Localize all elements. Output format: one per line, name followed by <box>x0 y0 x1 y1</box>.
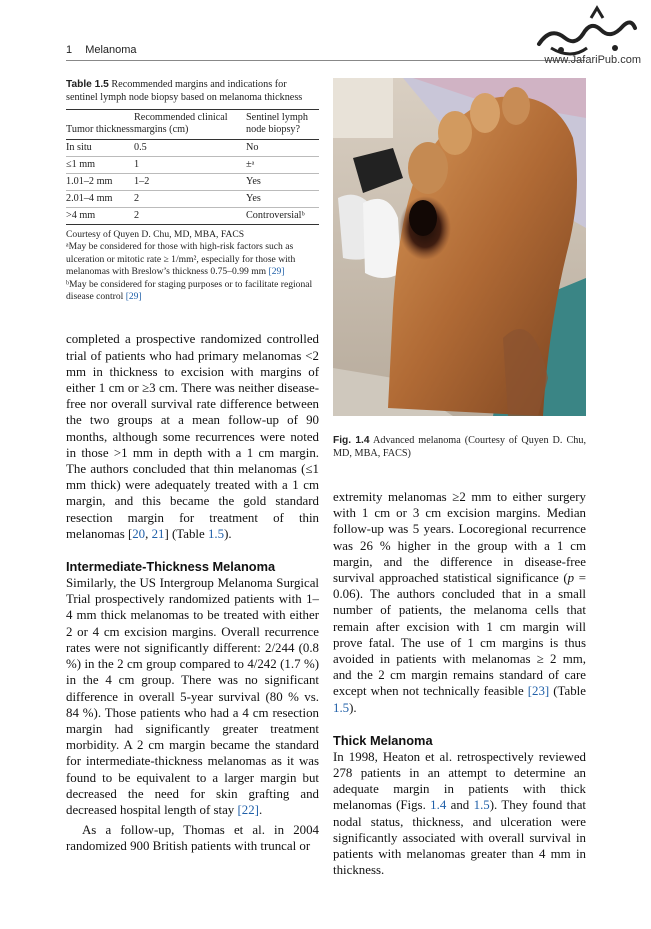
table-cell: >4 mm <box>66 208 134 225</box>
table-row <box>66 208 319 225</box>
table-cell: In situ <box>66 140 134 157</box>
table-cell: 1–2 <box>134 174 246 191</box>
paragraph: extremity melanomas ≥2 mm to either surgery with 1 cm or 3 cm excision margins. Median follow-up was 5 years. Locoregional recurrence was 26 % higher in the group with a 1 cm margin, and the difference in disease-free survival approached statistical significance (p = 0.06). The authors concluded that in a small number of patients, the melanoma cells that remain after excision with 1 cm margin will prove fatal. The use of 1 cm margins is thus avoided in patients with melanomas ≥ 2 mm, and the 2 cm margin remains standard of care except when not technically feasible [23] (Table 1.5). <box>333 490 586 715</box>
table-cell: 0.5 <box>134 140 246 157</box>
figure-caption-text: Advanced melanoma (Courtesy of Quyen D. Chu, MD, MBA, FACS) <box>333 435 586 459</box>
page-number: 1 <box>66 44 73 56</box>
table-cell: Yes <box>246 191 319 208</box>
table-cell: Yes <box>246 174 319 191</box>
table-courtesy: Courtesy of Quyen D. Chu, MD, MBA, FACS <box>66 229 245 240</box>
table-row <box>66 191 319 208</box>
table-cell: 2 <box>134 191 246 208</box>
table-row <box>66 157 319 174</box>
table-cell: 1 <box>134 157 246 174</box>
citation-link[interactable]: 21 <box>151 526 165 541</box>
table-header-cell: Tumor thickness <box>66 110 134 140</box>
table-caption <box>66 78 319 104</box>
foot-melanoma-photo <box>333 78 586 416</box>
table-header-row <box>66 110 319 140</box>
table-cell: 1.01–2 mm <box>66 174 134 191</box>
table-caption-text: Recommended margins and indications for sentinel lymph node biopsy based on melanoma thickness <box>66 79 303 103</box>
left-column <box>66 78 319 855</box>
section-heading: Intermediate-Thickness Melanoma <box>66 559 276 575</box>
left-body-text <box>66 331 319 854</box>
right-column <box>333 78 586 878</box>
table-cell: Controversialᵇ <box>246 208 319 225</box>
table-cell: 2 <box>134 208 246 225</box>
table-header-cell: Sentinel lymph node biopsy? <box>246 110 319 140</box>
chapter-title: Melanoma <box>85 44 137 56</box>
margins-table <box>66 109 319 225</box>
table-cell: No <box>246 140 319 157</box>
table-label: Table 1.5 <box>66 79 109 90</box>
table-row <box>66 174 319 191</box>
watermark-url: www.JafariPub.com <box>544 54 641 66</box>
figure-ref-link[interactable]: 1.5 <box>473 798 490 813</box>
section-heading: Thick Melanoma <box>333 732 433 748</box>
right-body-text <box>333 489 586 878</box>
citation-link[interactable]: [29] <box>268 266 285 278</box>
citation-link[interactable]: [23] <box>527 684 550 699</box>
figure-ref-link[interactable]: 1.4 <box>430 798 447 813</box>
table-ref-link[interactable]: 1.5 <box>207 526 225 541</box>
figure-label: Fig. 1.4 <box>333 435 370 446</box>
table-cell: ≤1 mm <box>66 157 134 174</box>
paragraph: In 1998, Heaton et al. retrospectively reviewed 278 patients in an attempt to determine an adequate margin in patients with thick melanomas (Figs. 1.4 and 1.5). They found that nodal status, thickness, and ulceration were significantly associated with overall survival in patients with melanomas greater than 4 mm in thickness. <box>333 749 586 878</box>
citation-link[interactable]: [29] <box>125 291 142 303</box>
citation-link[interactable]: 20 <box>132 526 146 541</box>
table-cell: 2.01–4 mm <box>66 191 134 208</box>
citation-link[interactable]: [22] <box>237 802 259 817</box>
table-note-a: ᵃMay be considered for those with high-risk factors such as ulceration or mitotic rate ≥ 1/mm², especially for those with melanomas with Breslow’s thickness 0.75–0.99 mm [29] <box>66 241 296 278</box>
paragraph: completed a prospective randomized controlled trial of patients who had primary melanomas <2 mm in thickness to excision with margins of either 1 cm or ≥3 cm. There was neither disease-free nor overall survival rate difference between the two groups at a mean follow-up of 90 months, although some recurrences were noted in those >1 mm in depth with a 1 cm margin. The authors concluded that thin melanomas (≤1 mm thick) were adequately treated with a 1 cm margin, and this became the gold standard resection margin for treatment of thin melanomas [20, 21] (Table 1.5). <box>66 332 319 541</box>
paragraph: As a follow-up, Thomas et al. in 2004 randomized 900 British patients with truncal or <box>66 823 319 854</box>
table-note-b: ᵇMay be considered for staging purposes or to facilitate regional disease control [29] <box>66 278 313 303</box>
table-row <box>66 140 319 157</box>
table-ref-link[interactable]: 1.5 <box>333 700 350 715</box>
running-header <box>66 44 137 56</box>
figure-caption <box>333 434 586 460</box>
table-cell: ±ᵃ <box>246 157 319 174</box>
table-footnotes <box>66 229 319 303</box>
table-header-cell: Recommended clinical margins (cm) <box>134 110 246 140</box>
header-rule <box>66 60 585 61</box>
paragraph: Similarly, the US Intergroup Melanoma Surgical Trial prospectively randomized patients with 1–4 mm thick melanomas to be treated with either 2 or 4 cm excision margins. Overall recurrence rates were not significantly different: 2/244 (0.8 %) in the 2 cm group compared to 4/242 (1.7 %) in the 4 cm group. There was no significant difference in overall 5-year survival (80 % vs. 84 %). Those patients who had a 4 cm resection margin had significantly greater treatment morbidity. A 2 cm margin became the standard for intermediate-thickness melanomas as it was found to be equivalent to a larger margin but decreased the need for skin grafting and decreased hospital length of stay [22]. <box>66 576 319 817</box>
